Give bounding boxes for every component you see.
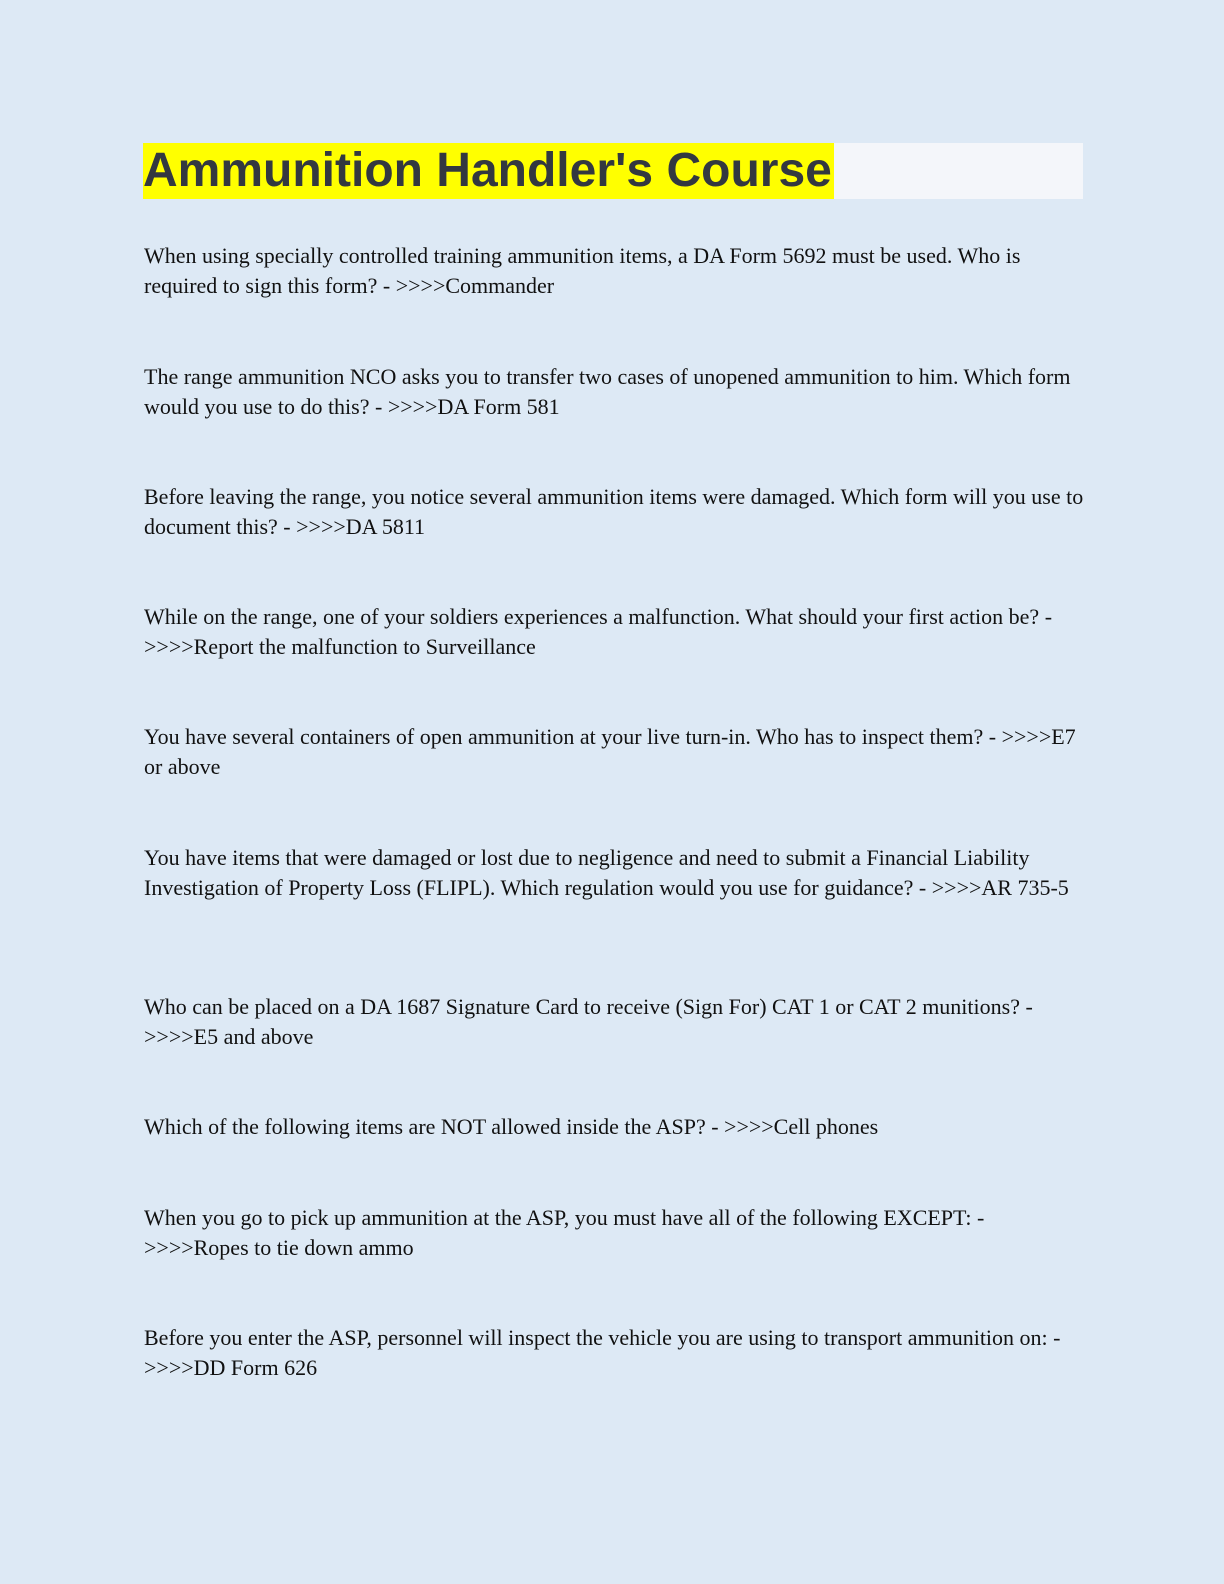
qa-item-3: Before leaving the range, you notice several ammunition items were damaged. Which form will you use to document this? - >>>>DA 5811 [144, 484, 1084, 539]
qa-item-8: Which of the following items are NOT allowed inside the ASP? - >>>>Cell phones [144, 1114, 879, 1139]
qa-item-4: While on the range, one of your soldiers experiences a malfunction. What should your first action be? - >>>>Report the malfunction to Surveillance [144, 604, 1053, 659]
qa-item-6: You have items that were damaged or lost due to negligence and need to submit a Financial Liability Investigation of Property Loss (FLIPL). Which regulation would you use for guidance? - >>>>AR 735-5 [144, 845, 1069, 900]
qa-item-2: The range ammunition NCO asks you to transfer two cases of unopened ammunition to him. Which form would you use to do this? - >>>>DA Form 581 [144, 364, 1071, 419]
qa-item-1: When using specially controlled training ammunition items, a DA Form 5692 must be used. Who is required to sign this form? - >>>>Commander [144, 243, 1021, 298]
page-title: Ammunition Handler's Course [143, 144, 832, 197]
qa-item-10: Before you enter the ASP, personnel will inspect the vehicle you are using to transport ammunition on: - >>>>DD Form 626 [144, 1325, 1061, 1380]
title-bar [143, 143, 1083, 199]
qa-item-7: Who can be placed on a DA 1687 Signature Card to receive (Sign For) CAT 1 or CAT 2 munitions? - >>>>E5 and above [144, 994, 1033, 1049]
qa-item-9: When you go to pick up ammunition at the ASP, you must have all of the following EXCEPT: - >>>>Ropes to tie down ammo [144, 1205, 985, 1260]
qa-item-5: You have several containers of open ammunition at your live turn-in. Who has to inspect them? - >>>>E7 or above [144, 724, 1076, 779]
